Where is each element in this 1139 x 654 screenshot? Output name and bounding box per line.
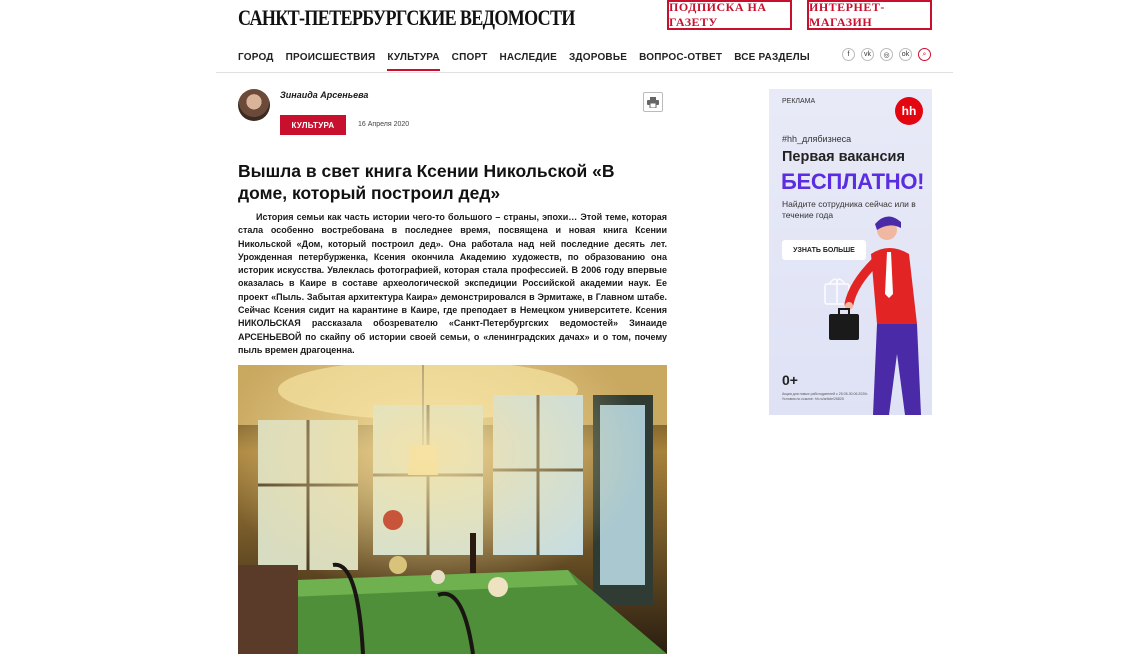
ad-fine-print: Акция для новых работодателей с 25.05-30.06.2020г. Условия по ссылке: hh.ru/article/26825	[782, 392, 869, 401]
author-avatar	[238, 89, 270, 121]
shop-button[interactable]: ИНТЕРНЕТ-МАГАЗИН	[807, 0, 932, 30]
nav-item-all-sections[interactable]: ВСЕ РАЗДЕЛЫ	[734, 52, 810, 63]
nav-item-heritage[interactable]: НАСЛЕДИЕ	[499, 52, 557, 63]
nav-item-incidents[interactable]: ПРОИСШЕСТВИЯ	[285, 52, 376, 63]
nav-item-city[interactable]: ГОРОД	[238, 52, 274, 63]
hh-logo: hh	[895, 97, 923, 125]
search-icon[interactable]: ⌕	[918, 48, 931, 61]
nav-item-culture[interactable]: КУЛЬТУРА	[387, 52, 439, 72]
author-name[interactable]: Зинаида Арсеньева	[280, 90, 369, 100]
instagram-icon[interactable]: ◎	[880, 48, 893, 61]
nav-item-sport[interactable]: СПОРТ	[451, 52, 488, 63]
ad-title: Первая вакансия	[782, 149, 905, 165]
article-title: Вышла в свет книга Ксении Никольской «В доме, который построил дед»	[238, 161, 615, 203]
logo-text: САНКТ-ПЕТЕРБУРГСКИЕ ВЕДОМОСТИ	[238, 5, 575, 30]
odnoklassniki-icon[interactable]: ok	[899, 48, 912, 61]
publish-date: 16 Апреля 2020	[358, 121, 410, 128]
businessman-illustration	[809, 214, 932, 415]
article-lead: История семьи как часть истории чего-то большого – страны, эпохи… Этой теме, которая стала особенно востребована в последнее время, посвящена и новая книга Ксении Никольской «Дом, который построил дед». Она работала над ней последние десять лет. Урожденная петербурженка, Ксения окончила Академию художеств, по образованию она историк искусства. Увлеклась фотографией, которая стала профессией. В 2006 году впервые оказалась в Каире в составе археологической экспедиции Российской академии наук. Ее проект «Пыль. Забытая архитектура Каира» демонстрировался в Эрмитаже, в Главном штабе. Сейчас Ксения сидит на карантине в Каире, где преподает в Немецком университете. Ксения НИКОЛЬСКАЯ рассказала обозревателю «Санкт-Петербургских ведомостей» Зинаиде АРСЕНЬЕВОЙ по скайпу об истории своей семьи, о «ленинградских дачах» и о том, почему пыль времен драгоценна.	[238, 212, 667, 355]
social-links	[842, 48, 931, 61]
ad-label: РЕКЛАМА	[782, 98, 816, 105]
ad-learn-more-button[interactable]: УЗНАТЬ БОЛЬШЕ	[782, 240, 866, 260]
printer-icon	[647, 97, 659, 108]
ad-age-rating: 0+	[782, 372, 798, 388]
nav-item-qa[interactable]: ВОПРОС-ОТВЕТ	[639, 52, 723, 63]
ad-free-text: БЕСПЛАТНО!	[781, 169, 925, 194]
site-logo[interactable]	[238, 2, 575, 34]
vk-icon[interactable]: vk	[861, 48, 874, 61]
header-divider	[216, 72, 953, 73]
print-button[interactable]	[643, 92, 663, 112]
ad-subtitle: Найдите сотрудника сейчас или в течение года	[782, 199, 916, 220]
nav-item-health[interactable]: ЗДОРОВЬЕ	[568, 52, 628, 63]
subscribe-button[interactable]: ПОДПИСКА НА ГАЗЕТУ	[667, 0, 792, 30]
article-photo[interactable]	[238, 365, 667, 654]
main-nav	[238, 52, 822, 72]
ad-hashtag: #hh_длябизнеса	[782, 134, 852, 144]
category-badge[interactable]: КУЛЬТУРА	[280, 115, 346, 135]
facebook-icon[interactable]: f	[842, 48, 855, 61]
ad-banner[interactable]	[769, 89, 932, 415]
